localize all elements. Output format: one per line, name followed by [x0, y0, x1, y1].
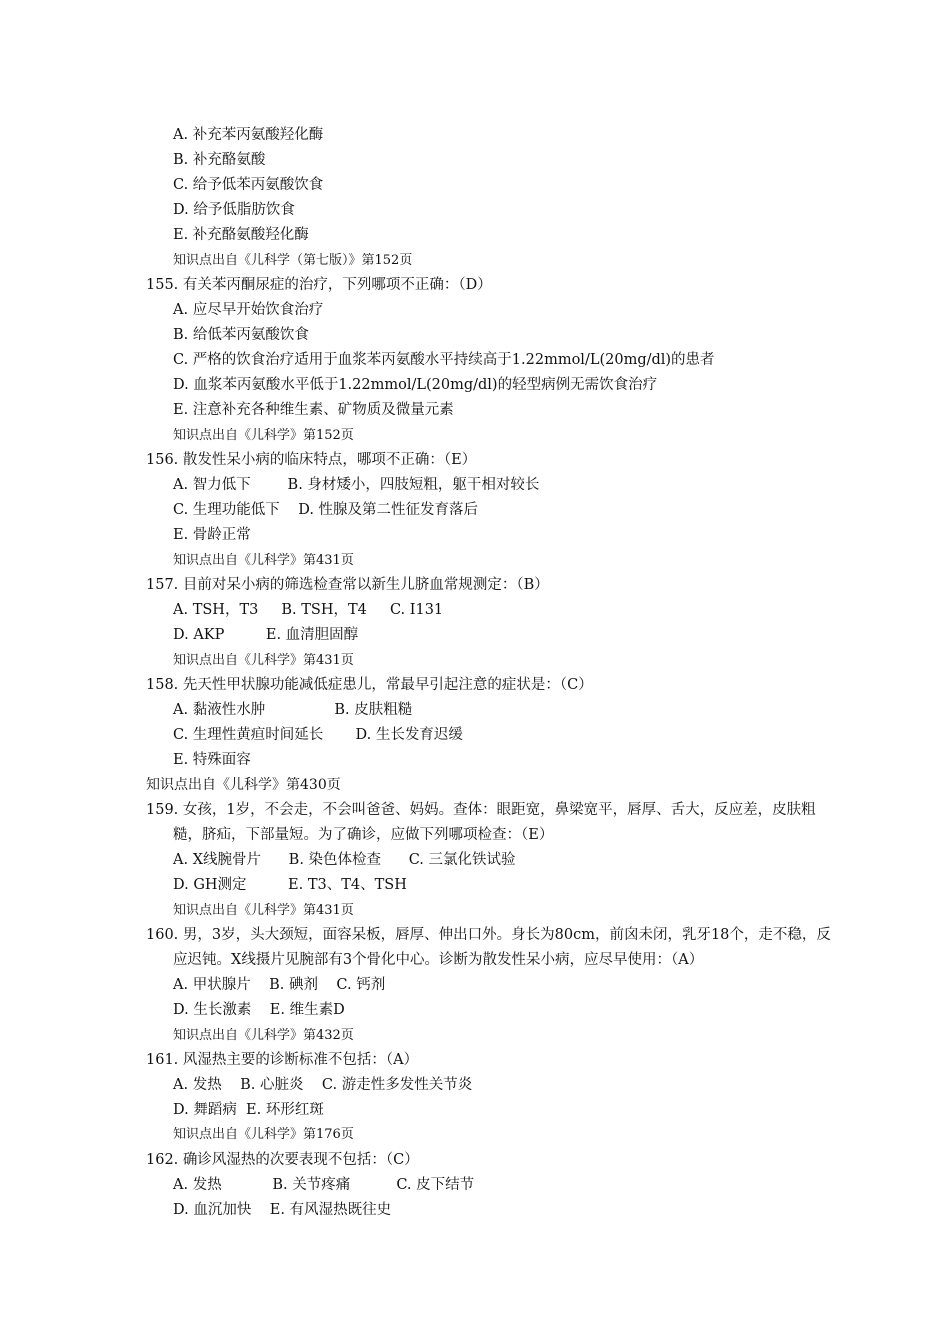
source-note: 知识点出自《儿科学（第七版）》第152页: [173, 253, 413, 268]
question-158: 158. 先天性甲状腺功能减低症患儿，常最早引起注意的症状是：（C）: [146, 677, 593, 693]
options-row: C. 生理性黄疸时间延长 D. 生长发育迟缓: [173, 727, 463, 743]
option-b: B. 补充酪氨酸: [173, 152, 266, 168]
question-161: 161. 风湿热主要的诊断标准不包括：（A）: [146, 1052, 419, 1068]
question-157: 157. 目前对呆小病的筛选检查常以新生儿脐血常规测定：（B）: [146, 577, 549, 593]
option-c: C. 给予低苯丙氨酸饮食: [173, 177, 324, 193]
source-note: 知识点出自《儿科学》第432页: [173, 1028, 354, 1043]
question-162: 162. 确诊风湿热的次要表现不包括：（C）: [146, 1152, 419, 1168]
question-159: 159. 女孩，1岁，不会走，不会叫爸爸、妈妈。查体：眼距宽，鼻梁宽平，唇厚、舌大，反应差，皮肤粗: [146, 802, 816, 818]
options-row: A. 黏液性水肿 B. 皮肤粗糙: [173, 702, 413, 718]
options-row: C. 生理功能低下 D. 性腺及第二性征发育落后: [173, 502, 479, 518]
option-a: A. 补充苯丙氨酸羟化酶: [173, 127, 324, 143]
options-row: D. 舞蹈病 E. 环形红斑: [173, 1102, 324, 1118]
question-160-continued: 应迟钝。X线摄片见腕部有3个骨化中心。诊断为散发性呆小病，应尽早使用：（A）: [173, 952, 704, 968]
source-note: 知识点出自《儿科学》第176页: [173, 1127, 354, 1142]
option-c: C. 严格的饮食治疗适用于血浆苯丙氨酸水平持续高于1.22mmol/L(20mg/dl)的患者: [173, 352, 715, 368]
options-row: A. 发热 B. 关节疼痛 C. 皮下结节: [173, 1177, 475, 1193]
option-e: E. 注意补充各种维生素、矿物质及微量元素: [173, 402, 454, 418]
source-note: 知识点出自《儿科学》第431页: [173, 903, 354, 918]
option-e: E. 特殊面容: [173, 752, 251, 768]
source-note: 知识点出自《儿科学》第152页: [173, 428, 354, 443]
question-160: 160. 男，3岁，头大颈短，面容呆板，唇厚、伸出口外。身长为80cm，前囟未闭，乳牙18个，走不稳，反: [146, 927, 831, 943]
options-row: D. AKP E. 血清胆固醇: [173, 627, 359, 643]
question-156: 156. 散发性呆小病的临床特点，哪项不正确：（E）: [146, 452, 477, 468]
options-row: A. 甲状腺片 B. 碘剂 C. 钙剂: [173, 977, 386, 993]
option-d: D. 给予低脂肪饮食: [173, 202, 295, 218]
options-row: D. GH测定 E. T3、T4、TSH: [173, 877, 407, 893]
source-note: 知识点出自《儿科学》第431页: [173, 653, 354, 668]
question-155: 155. 有关苯丙酮尿症的治疗，下列哪项不正确：（D）: [146, 277, 492, 293]
source-note: 知识点出自《儿科学》第430页: [146, 777, 341, 793]
option-d: D. 血浆苯丙氨酸水平低于1.22mmol/L(20mg/dl)的轻型病例无需饮食治疗: [173, 377, 658, 393]
source-note: 知识点出自《儿科学》第431页: [173, 553, 354, 568]
options-row: D. 生长激素 E. 维生素D: [173, 1002, 345, 1018]
option-e: E. 补充酪氨酸羟化酶: [173, 227, 309, 243]
option-a: A. 应尽早开始饮食治疗: [173, 302, 324, 318]
option-e: E. 骨龄正常: [173, 527, 251, 543]
options-row: A. 智力低下 B. 身材矮小，四肢短粗，躯干相对较长: [173, 477, 540, 493]
options-row: A. TSH，T3 B. TSH，T4 C. I131: [173, 602, 444, 618]
options-row: D. 血沉加快 E. 有风湿热既往史: [173, 1202, 392, 1218]
options-row: A. 发热 B. 心脏炎 C. 游走性多发性关节炎: [173, 1077, 473, 1093]
option-b: B. 给低苯丙氨酸饮食: [173, 327, 309, 343]
options-row: A. X线腕骨片 B. 染色体检查 C. 三氯化铁试验: [173, 852, 516, 868]
question-159-continued: 糙，脐疝，下部量短。为了确诊，应做下列哪项检查：（E）: [173, 827, 554, 843]
